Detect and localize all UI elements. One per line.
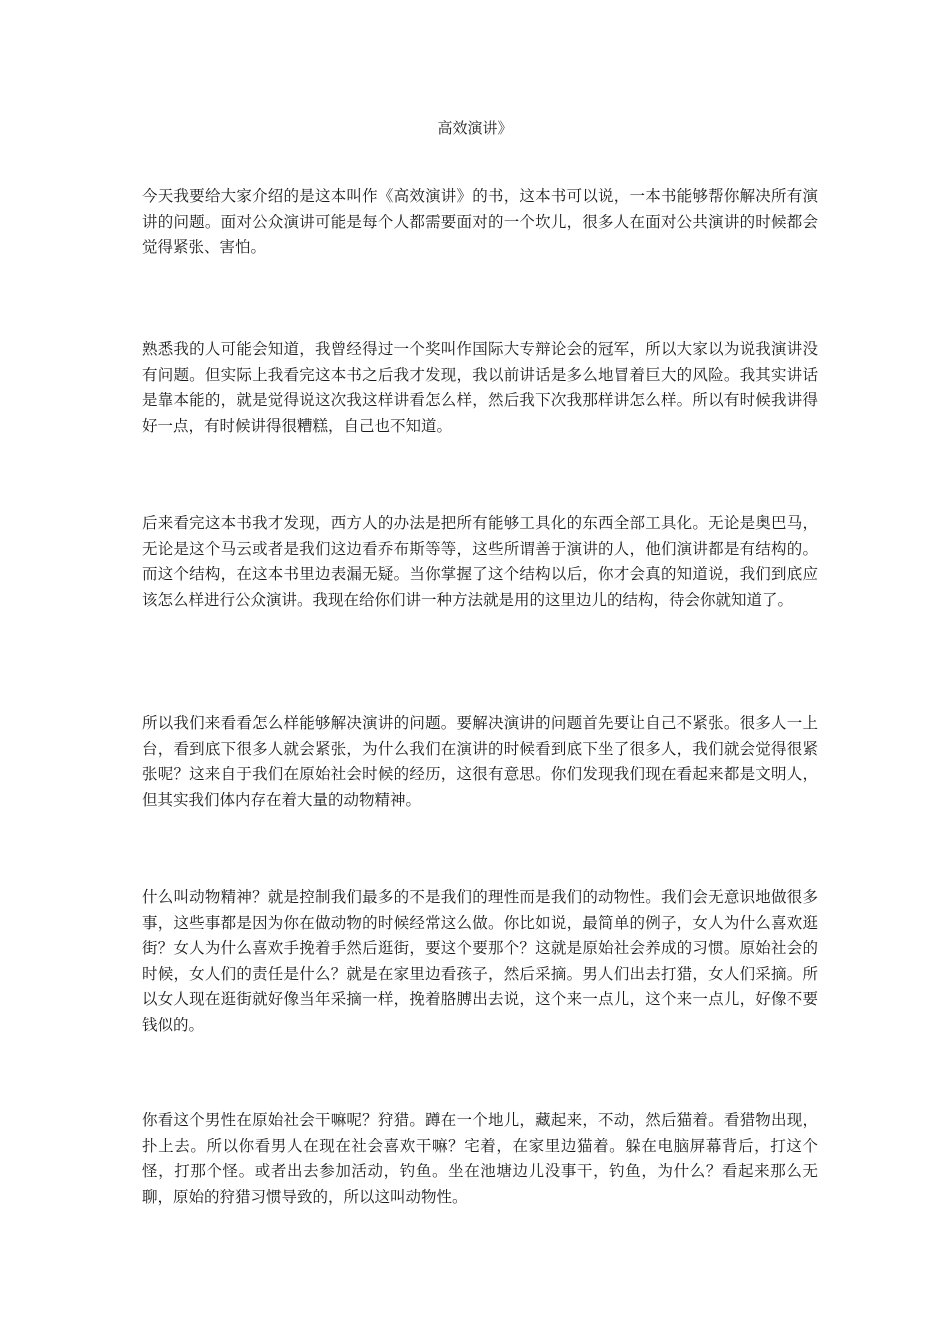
paragraph-2: 熟悉我的人可能会知道，我曾经得过一个奖叫作国际大专辩论会的冠军，所以大家以为说我演讲没有问题。但实际上我看完这本书之后我才发现，我以前讲话是多么地冒着巨大的风险。我其实讲话是靠本能的，就是觉得说这次我这样讲看怎么样，然后我下次我那样讲怎么样。所以有时候我讲得好一点，有时候讲得很糟糕，自己也不知道。: [142, 340, 818, 435]
paragraph-6: 你看这个男性在原始社会干嘛呢？狩猎。蹲在一个地儿，藏起来，不动，然后猫着。看猎物出现，扑上去。所以你看男人在现在社会喜欢干嘛？宅着，在家里边猫着。躲在电脑屏幕背后，打这个怪，打那个怪。或者出去参加活动，钓鱼。坐在池塘边儿没事干，钓鱼，为什么？看起来那么无聊，原始的狩猎习惯导致的，所以这叫动物性。: [142, 1111, 818, 1206]
paragraph-3: 后来看完这本书我才发现，西方人的办法是把所有能够工具化的东西全部工具化。无论是奥巴马，无论是这个马云或者是我们这边看乔布斯等等，这些所谓善于演讲的人，他们演讲都是有结构的。而这个结构，在这本书里边表漏无疑。当你掌握了这个结构以后，你才会真的知道说，我们到底应该怎么样进行公众演讲。我现在给你们讲一种方法就是用的这里边儿的结构，待会你就知道了。: [142, 514, 818, 609]
paragraph-5: 什么叫动物精神？就是控制我们最多的不是我们的理性而是我们的动物性。我们会无意识地做很多事，这些事都是因为你在做动物的时候经常这么做。你比如说，最简单的例子，女人为什么喜欢逛街？女人为什么喜欢手挽着手然后逛街，要这个要那个？这就是原始社会养成的习惯。原始社会的时候，女人们的责任是什么？就是在家里边看孩子，然后采摘。男人们出去打猎，女人们采摘。所以女人现在逛街就好像当年采摘一样，挽着胳膊出去说，这个来一点儿，这个来一点儿，好像不要钱似的。: [142, 888, 818, 1034]
paragraph-1: 今天我要给大家介绍的是这本叫作《高效演讲》的书，这本书可以说，一本书能够帮你解决所有演讲的问题。面对公众演讲可能是每个人都需要面对的一个坎儿，很多人在面对公共演讲的时候都会觉得紧张、害怕。: [142, 187, 818, 256]
paragraph-4: 所以我们来看看怎么样能够解决演讲的问题。要解决演讲的问题首先要让自己不紧张。很多人一上台，看到底下很多人就会紧张，为什么我们在演讲的时候看到底下坐了很多人，我们就会觉得很紧张呢？这来自于我们在原始社会时候的经历，这很有意思。你们发现我们现在看起来都是文明人，但其实我们体内存在着大量的动物精神。: [142, 714, 818, 809]
document-title: 高效演讲》: [437, 119, 513, 137]
